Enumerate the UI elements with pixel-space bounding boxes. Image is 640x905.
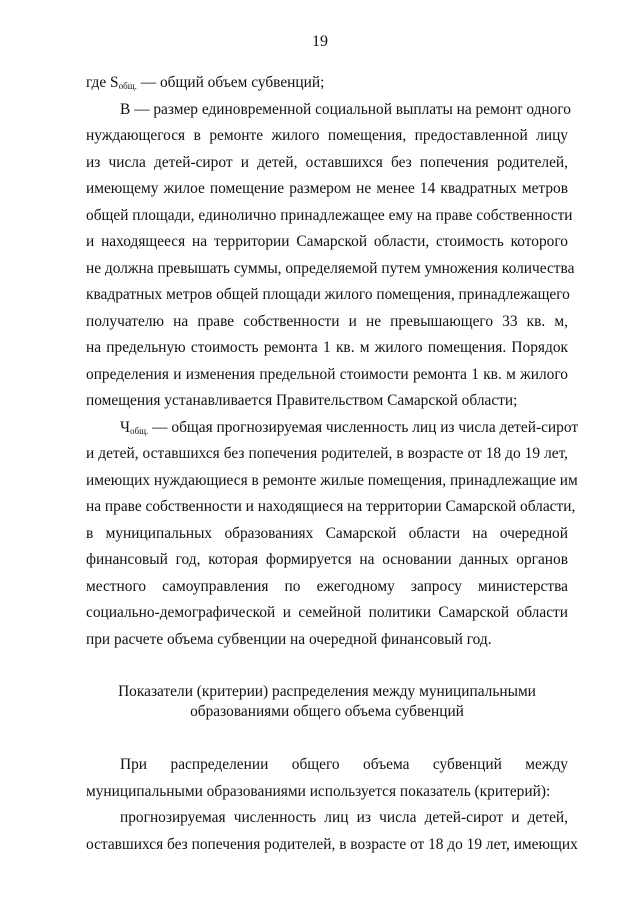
spacer	[86, 722, 568, 752]
paragraph-line: в муниципальных образованиях Самарской области на очередной	[86, 524, 568, 542]
section-heading-line: образованиями общего объема субвенций	[190, 703, 464, 720]
paragraph-line: квадратных метров общей площади жилого помещения, принадлежащего	[86, 286, 570, 303]
paragraph-line: финансовый год, которая формируется на основании данных органов	[86, 551, 568, 568]
paragraph-line: нуждающегося в ремонте жилого помещения, предоставленной лицу	[86, 127, 568, 144]
formula-description: — общая прогнозируемая численность лиц из числа детей-сирот	[148, 418, 579, 436]
paragraph-line: местного самоуправления по ежегодному запросу министерства	[86, 577, 568, 595]
paragraph-line: B — размер единовременной социальной выплаты на ремонт одного	[120, 100, 571, 118]
paragraph-line: получателю на праве собственности и не превышающего 33 кв. м,	[86, 312, 568, 330]
paragraph-line: муниципальными образованиями используется показатель (критерий):	[86, 782, 551, 800]
formula-symbol: Ч	[120, 418, 131, 436]
page-number: 19	[312, 33, 328, 50]
formula-subscript: общ.	[130, 425, 149, 436]
paragraph-line: социально-демографической и семейной политики Самарской области	[86, 604, 568, 621]
formula-symbol: где S	[86, 74, 119, 91]
formula-subscript: общ.	[118, 81, 137, 91]
formula-definition-s	[86, 70, 568, 97]
spacer	[86, 653, 568, 682]
formula-description: — общий объем субвенций;	[136, 74, 325, 91]
paragraph-line: помещения устанавливается Правительством Самарской области;	[86, 392, 518, 409]
formula-definition-ch	[86, 415, 579, 442]
paragraph-line: оставшихся без попечения родителей, в возрасте от 18 до 19 лет, имеющих	[86, 835, 578, 853]
paragraph-line: определения и изменения предельной стоимости ремонта 1 кв. м жилого	[86, 365, 568, 383]
paragraph-line: прогнозируемая численность лиц из числа детей-сирот и детей,	[120, 809, 568, 826]
paragraph-line: имеющему жилое помещение размером не менее 14 квадратных метров	[86, 180, 568, 197]
paragraph-line: при расчете объема субвенции на очередной финансовый год.	[86, 630, 492, 648]
document-body	[86, 70, 579, 858]
paragraph-line: и детей, оставшихся без попечения родителей, в возрасте от 18 до 19 лет,	[86, 445, 568, 462]
paragraph-line: общей площади, единолично принадлежащее ему на праве собственности	[86, 206, 573, 224]
paragraph-line: имеющих нуждающиеся в ремонте жилые помещения, принадлежащие им	[86, 471, 578, 489]
paragraph-line: из числа детей-сирот и детей, оставшихся без попечения родителей,	[86, 153, 568, 171]
paragraph-line: При распределении общего объема субвенций между	[120, 756, 568, 773]
paragraph-line: на предельную стоимость ремонта 1 кв. м жилого помещения. Порядок	[86, 339, 568, 356]
paragraph-line: на праве собственности и находящиеся на территории Самарской области,	[86, 498, 576, 515]
paragraph-line: не должна превышать суммы, определяемой путем умножения количества	[86, 259, 575, 277]
section-heading-line: Показатели (критерии) распределения между муниципальными	[118, 683, 536, 700]
paragraph-line: и находящееся на территории Самарской области, стоимость которого	[86, 233, 568, 250]
